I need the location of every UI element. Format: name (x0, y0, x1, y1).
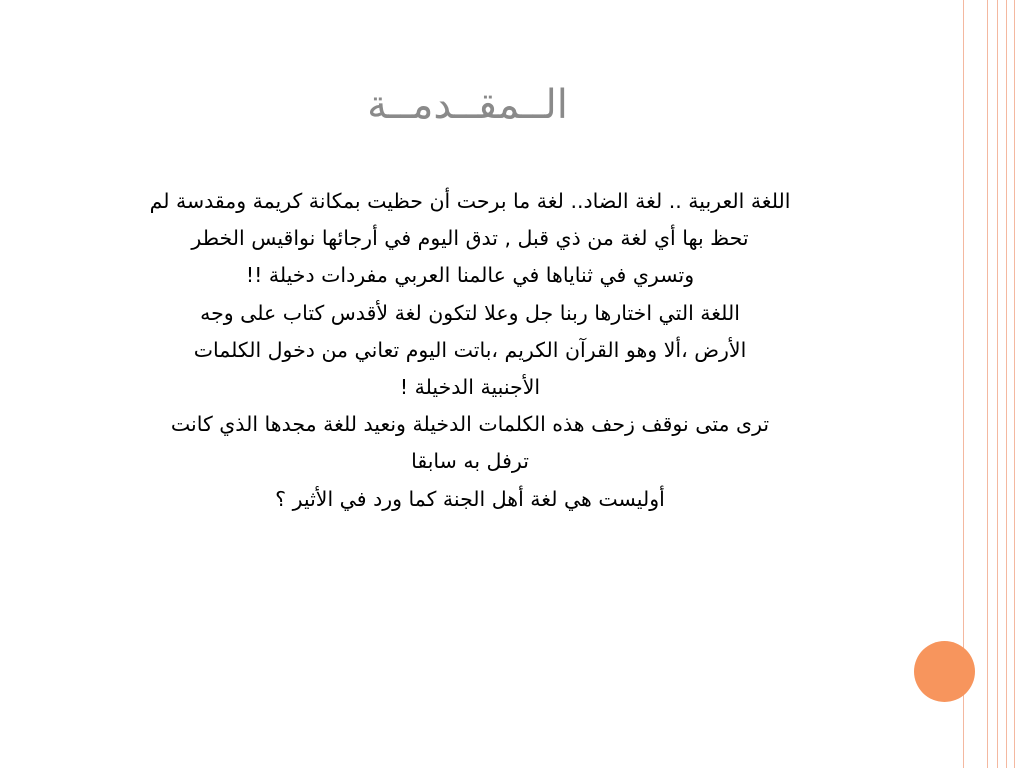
right-border-line-2 (987, 0, 988, 768)
body-line-4: اللغة التي اختارها ربنا جل وعلا لتكون لغة لأقدس كتاب على وجه (200, 300, 740, 325)
right-border-line-3 (997, 0, 998, 768)
body-line-5: الأرض ،ألا وهو القرآن الكريم ،باتت اليوم تعاني من دخول الكلمات (193, 337, 747, 362)
body-line-2: تحظ بها أي لغة من ذي قبل , تدق اليوم في أرجائها نواقيس الخطر (191, 226, 749, 251)
body-line-8: ترفل به سابقا (411, 449, 529, 474)
slide-title: الــمقــدمــة (367, 82, 568, 128)
right-border-line-5 (1014, 0, 1015, 768)
body-line-3: وتسري في ثناياها في عالمنا العربي مفردات دخيلة !! (245, 263, 695, 288)
body-line-1: اللغة العربية .. لغة الضاد.. لغة ما برحت أن حظيت بمكانة كريمة ومقدسة لم (149, 189, 791, 213)
slide-body (55, 183, 885, 518)
orange-circle-decoration (914, 641, 975, 702)
body-line-9: أوليست هي لغة أهل الجنة كما ورد في الأثير ؟ (275, 486, 665, 511)
right-border-line-4 (1006, 0, 1007, 768)
body-line-6: الأجنبية الدخيلة ! (399, 375, 541, 400)
body-line-7: ترى متى نوقف زحف هذه الكلمات الدخيلة ونعيد للغة مجدها الذي كانت (170, 412, 770, 437)
